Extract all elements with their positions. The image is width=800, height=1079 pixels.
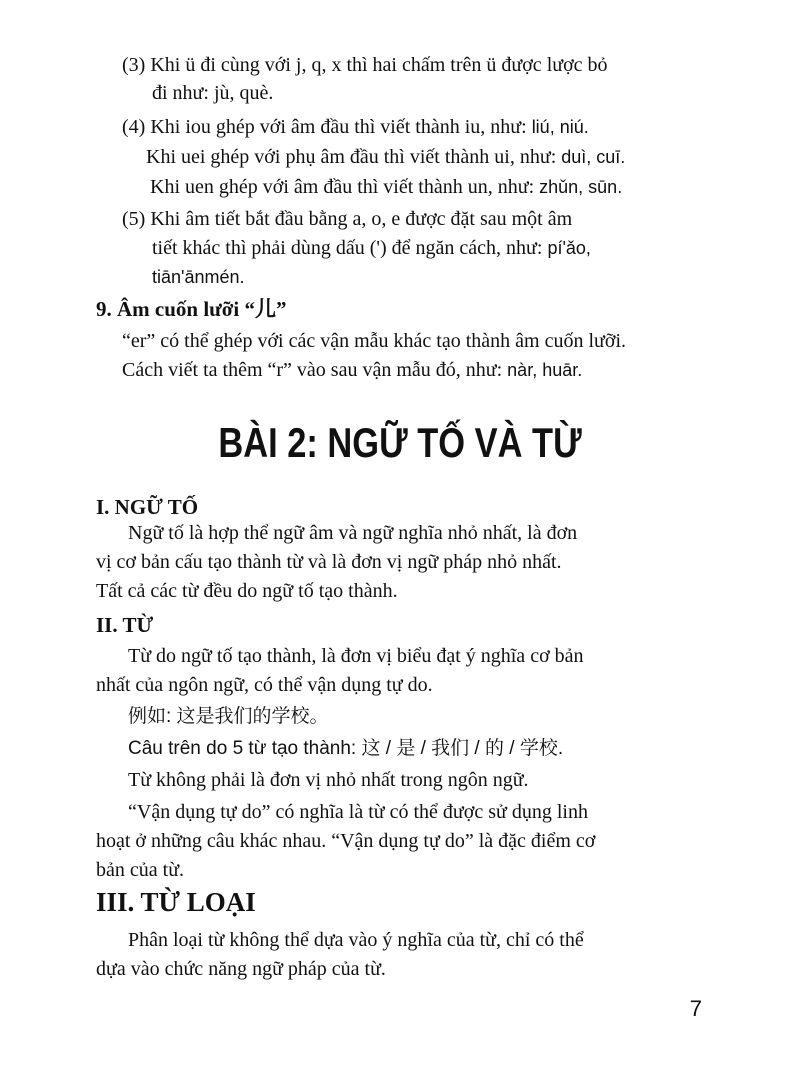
- text-line: [150, 174, 622, 200]
- text-line: đi như: jù, què.: [152, 82, 274, 104]
- paragraph-line: Từ không phải là đơn vị nhỏ nhất trong ngôn ngữ.: [128, 769, 529, 791]
- pinyin-example: duì, cuī.: [561, 147, 626, 167]
- pinyin-example: nàr, huār.: [507, 360, 583, 380]
- paragraph-line: Tất cả các từ đều do ngữ tố tạo thành.: [96, 580, 398, 602]
- page-number: 7: [689, 996, 702, 1021]
- pinyin-example: tiān'ānmén.: [152, 267, 245, 287]
- text-line: [146, 144, 625, 170]
- lesson-title: BÀI 2: NGỮ TỐ VÀ TỪ: [218, 419, 582, 466]
- example-line: Câu trên do 5 từ tạo thành: 这 / 是 / 我们 / 的 / 学校.: [128, 738, 564, 759]
- text-segment: Cách viết ta thêm “r” vào sau vận mẫu đó, như:: [122, 359, 508, 381]
- text-line: [152, 235, 591, 261]
- paragraph-line: dựa vào chức năng ngữ pháp của từ.: [96, 958, 386, 980]
- section-heading: III. TỪ LOẠI: [96, 887, 256, 917]
- text-line: (3) Khi ü đi cùng với j, q, x thì hai chấm trên ü được lược bỏ: [122, 54, 608, 76]
- text-segment: tiết khác thì phải dùng dấu (') để ngăn cách, như:: [152, 237, 548, 259]
- paragraph-line: vị cơ bản cấu tạo thành từ và là đơn vị ngữ pháp nhỏ nhất.: [96, 551, 562, 573]
- text-segment: Khi uen ghép với âm đầu thì viết thành un, như:: [150, 176, 540, 198]
- pinyin-example: pí'ǎo,: [547, 238, 591, 258]
- paragraph-line: “Vận dụng tự do” có nghĩa là từ có thể được sử dụng linh: [128, 801, 588, 823]
- paragraph-line: hoạt ở những câu khác nhau. “Vận dụng tự do” là đặc điểm cơ: [96, 830, 596, 852]
- paragraph-line: Từ do ngữ tố tạo thành, là đơn vị biểu đạt ý nghĩa cơ bản: [128, 645, 584, 667]
- paragraph-line: Ngữ tố là hợp thể ngữ âm và ngữ nghĩa nhỏ nhất, là đơn: [128, 522, 578, 544]
- text-line: [122, 114, 589, 140]
- pinyin-example: liú, niú.: [531, 117, 589, 137]
- section-heading: II. TỪ: [96, 613, 154, 637]
- text-line: [122, 357, 582, 383]
- text-segment: Khi uei ghép với phụ âm đầu thì viết thành ui, như:: [146, 146, 562, 168]
- paragraph-line: nhất của ngôn ngữ, có thể vận dụng tự do.: [96, 674, 433, 696]
- paragraph-line: bản của từ.: [96, 859, 185, 881]
- section-heading: I. NGỮ TỐ: [96, 495, 199, 519]
- example-line: 例如: 这是我们的学校。: [128, 706, 329, 727]
- text-line: “er” có thể ghép với các vận mẫu khác tạo thành âm cuốn lưỡi.: [122, 330, 627, 352]
- text-line: (5) Khi âm tiết bắt đầu bằng a, o, e được đặt sau một âm: [122, 208, 573, 230]
- subsection-heading: 9. Âm cuốn lưỡi “儿”: [96, 297, 287, 321]
- paragraph-line: Phân loại từ không thể dựa vào ý nghĩa của từ, chỉ có thể: [128, 929, 584, 951]
- text-segment: (4) Khi iou ghép với âm đầu thì viết thành iu, như:: [122, 116, 532, 138]
- pinyin-example: zhǔn, sūn.: [539, 177, 623, 197]
